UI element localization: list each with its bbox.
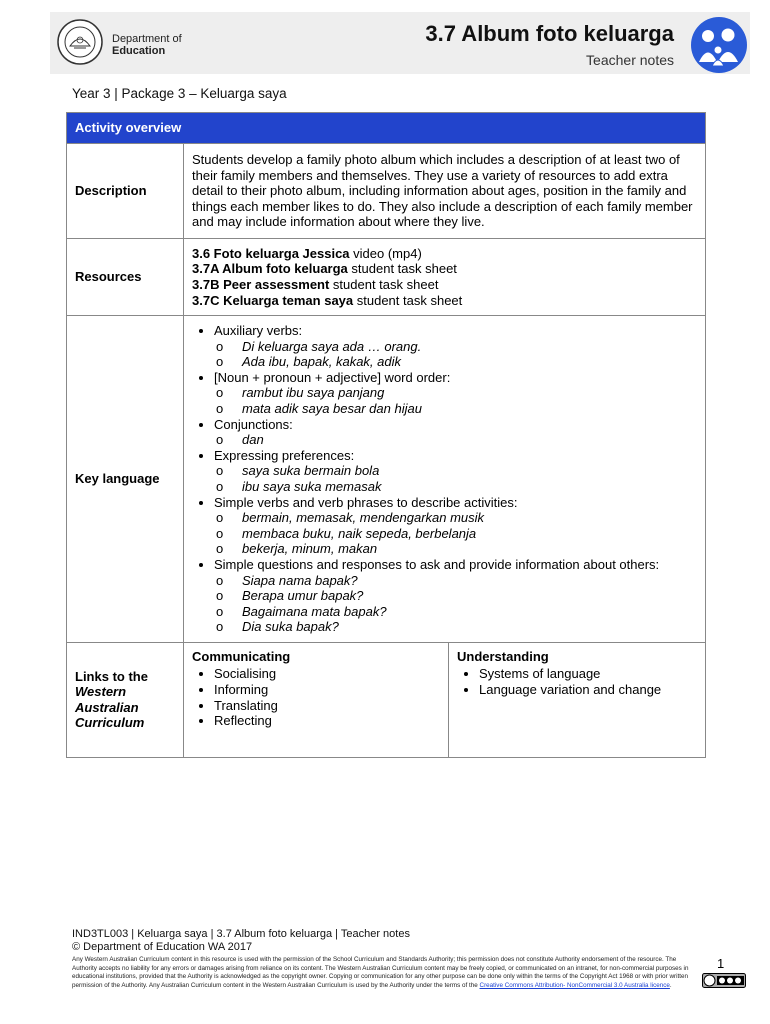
department-line-2: Education (112, 45, 166, 57)
licence-link[interactable]: Creative Commons Attribution- NonCommercial 3.0 Australia licence (479, 981, 670, 989)
communicating-item: • Reflecting (214, 713, 440, 729)
key-language-example: o Di keluarga saya ada … orang. (242, 339, 697, 355)
description-text: Students develop a family photo album which includes a description of at least two of their family members and themselves. They use a variety of resources to add extra detail to their photo album, including information about ages, position in the family and things each member likes to do. They also include a description of each family member and may include information about where they live. (184, 144, 706, 239)
key-language-item: • Simple verbs and verb phrases to describe activities: o bermain, memasak, mendengarkan musik o membaca buku, naik sepeda, berbelanja o bekerja, minum, makan (214, 495, 697, 557)
key-language-example: o Bagaimana mata bapak? (242, 604, 697, 620)
key-language-example: o bekerja, minum, makan (242, 541, 697, 557)
page-subtitle: Teacher notes (586, 52, 674, 68)
key-language-example: o Siapa nama bapak? (242, 573, 697, 589)
footer-document-id: IND3TL003 | Keluarga saya | 3.7 Album foto keluarga | Teacher notes (72, 928, 410, 940)
key-language-example: o Dia suka bapak? (242, 619, 697, 635)
key-language-example: o saya suka bermain bola (242, 463, 697, 479)
key-language-example: o rambut ibu saya panjang (242, 385, 697, 401)
key-language-item: • [Noun + pronoun + adjective] word order: o rambut ibu saya panjang o mata adik saya besar dan hijau (214, 370, 697, 417)
resource-item: 3.6 Foto keluarga Jessica video (mp4) (192, 245, 422, 261)
communicating-heading: Communicating (192, 648, 291, 664)
communicating-item: • Translating (214, 698, 440, 714)
department-line-1: Department of (112, 33, 182, 45)
page-header (50, 12, 750, 74)
key-language-example: o ibu saya suka memasak (242, 479, 697, 495)
communicating-item: • Informing (214, 682, 440, 698)
communicating-column (184, 643, 449, 757)
department-name (112, 33, 182, 57)
curriculum-links (184, 642, 706, 757)
understanding-column (449, 643, 669, 757)
family-illustration-icon (690, 16, 748, 74)
links-label-line-2: Western Australian Curriculum (75, 684, 145, 731)
resource-item: 3.7B Peer assessment student task sheet (192, 277, 439, 292)
activity-overview-heading: Activity overview (67, 113, 706, 144)
understanding-item: • Language variation and change (479, 682, 661, 698)
description-label: Description (67, 144, 184, 239)
key-language-example: o dan (242, 432, 697, 448)
footer-legal-notice: Any Western Australian Curriculum content in this resource is used with the permission of the School Curriculum and Standards Authority; this permission does not constitute Authority endorsement of the resource. The Authority accepts no liability for any errors or damages arising from reliance on its content. The Western Australian Curriculum content may be freely copied, or communicated on an intranet, for non-commercial purposes in educational institutions, provided that the Authority is acknowledged as the copyright owner. Copying or communication for any other purpose can be done only within the terms of the Copyright Act 1968 or with prior written permission of the Authority. Any Australian Curriculum content in the Western Australian Curriculum is used by the Authority under the terms of the Creative Commons Attribution- NonCommercial 3.0 Australia licence. (72, 956, 689, 989)
activity-overview-table (66, 112, 706, 758)
links-label-line-1: Links to the (75, 668, 148, 684)
breadcrumb: Year 3 | Package 3 – Keluarga saya (72, 86, 287, 101)
communicating-item: • Socialising (214, 666, 440, 682)
key-language-item: • Auxiliary verbs: o Di keluarga saya ada … orang. o Ada ibu, bapak, kakak, adik (214, 323, 697, 370)
page-footer (72, 928, 702, 990)
links-label (67, 642, 184, 757)
key-language-example: o Ada ibu, bapak, kakak, adik (242, 354, 697, 370)
key-language-item: • Conjunctions: o dan (214, 417, 697, 448)
key-language-item: • Expressing preferences: o saya suka bermain bola o ibu saya suka memasak (214, 448, 697, 495)
understanding-item: • Systems of language (479, 666, 661, 682)
footer-copyright: © Department of Education WA 2017 (72, 941, 253, 953)
resources-list (184, 239, 706, 316)
key-language-example: o bermain, memasak, mendengarkan musik (242, 510, 697, 526)
creative-commons-badge-icon (702, 973, 746, 988)
key-language-example: o mata adik saya besar dan hijau (242, 401, 697, 417)
resource-item: 3.7A Album foto keluarga student task sheet (192, 261, 457, 277)
key-language-label: Key language (67, 316, 184, 643)
resource-item: 3.7C Keluarga teman saya student task sheet (192, 292, 463, 308)
page-title: 3.7 Album foto keluarga (425, 21, 674, 46)
key-language-example: o Berapa umur bapak? (242, 588, 697, 604)
understanding-heading: Understanding (457, 648, 549, 664)
resources-label: Resources (67, 239, 184, 316)
key-language-example: o membaca buku, naik sepeda, berbelanja (242, 526, 697, 542)
key-language-item: • Simple questions and responses to ask and provide information about others: o Siapa nama bapak? o Berapa umur bapak? o Bagaimana mata bapak? o Dia suka bapak? (214, 557, 697, 635)
key-language-list (184, 316, 706, 643)
government-seal-icon (56, 18, 104, 66)
page-number: 1 (717, 956, 725, 971)
